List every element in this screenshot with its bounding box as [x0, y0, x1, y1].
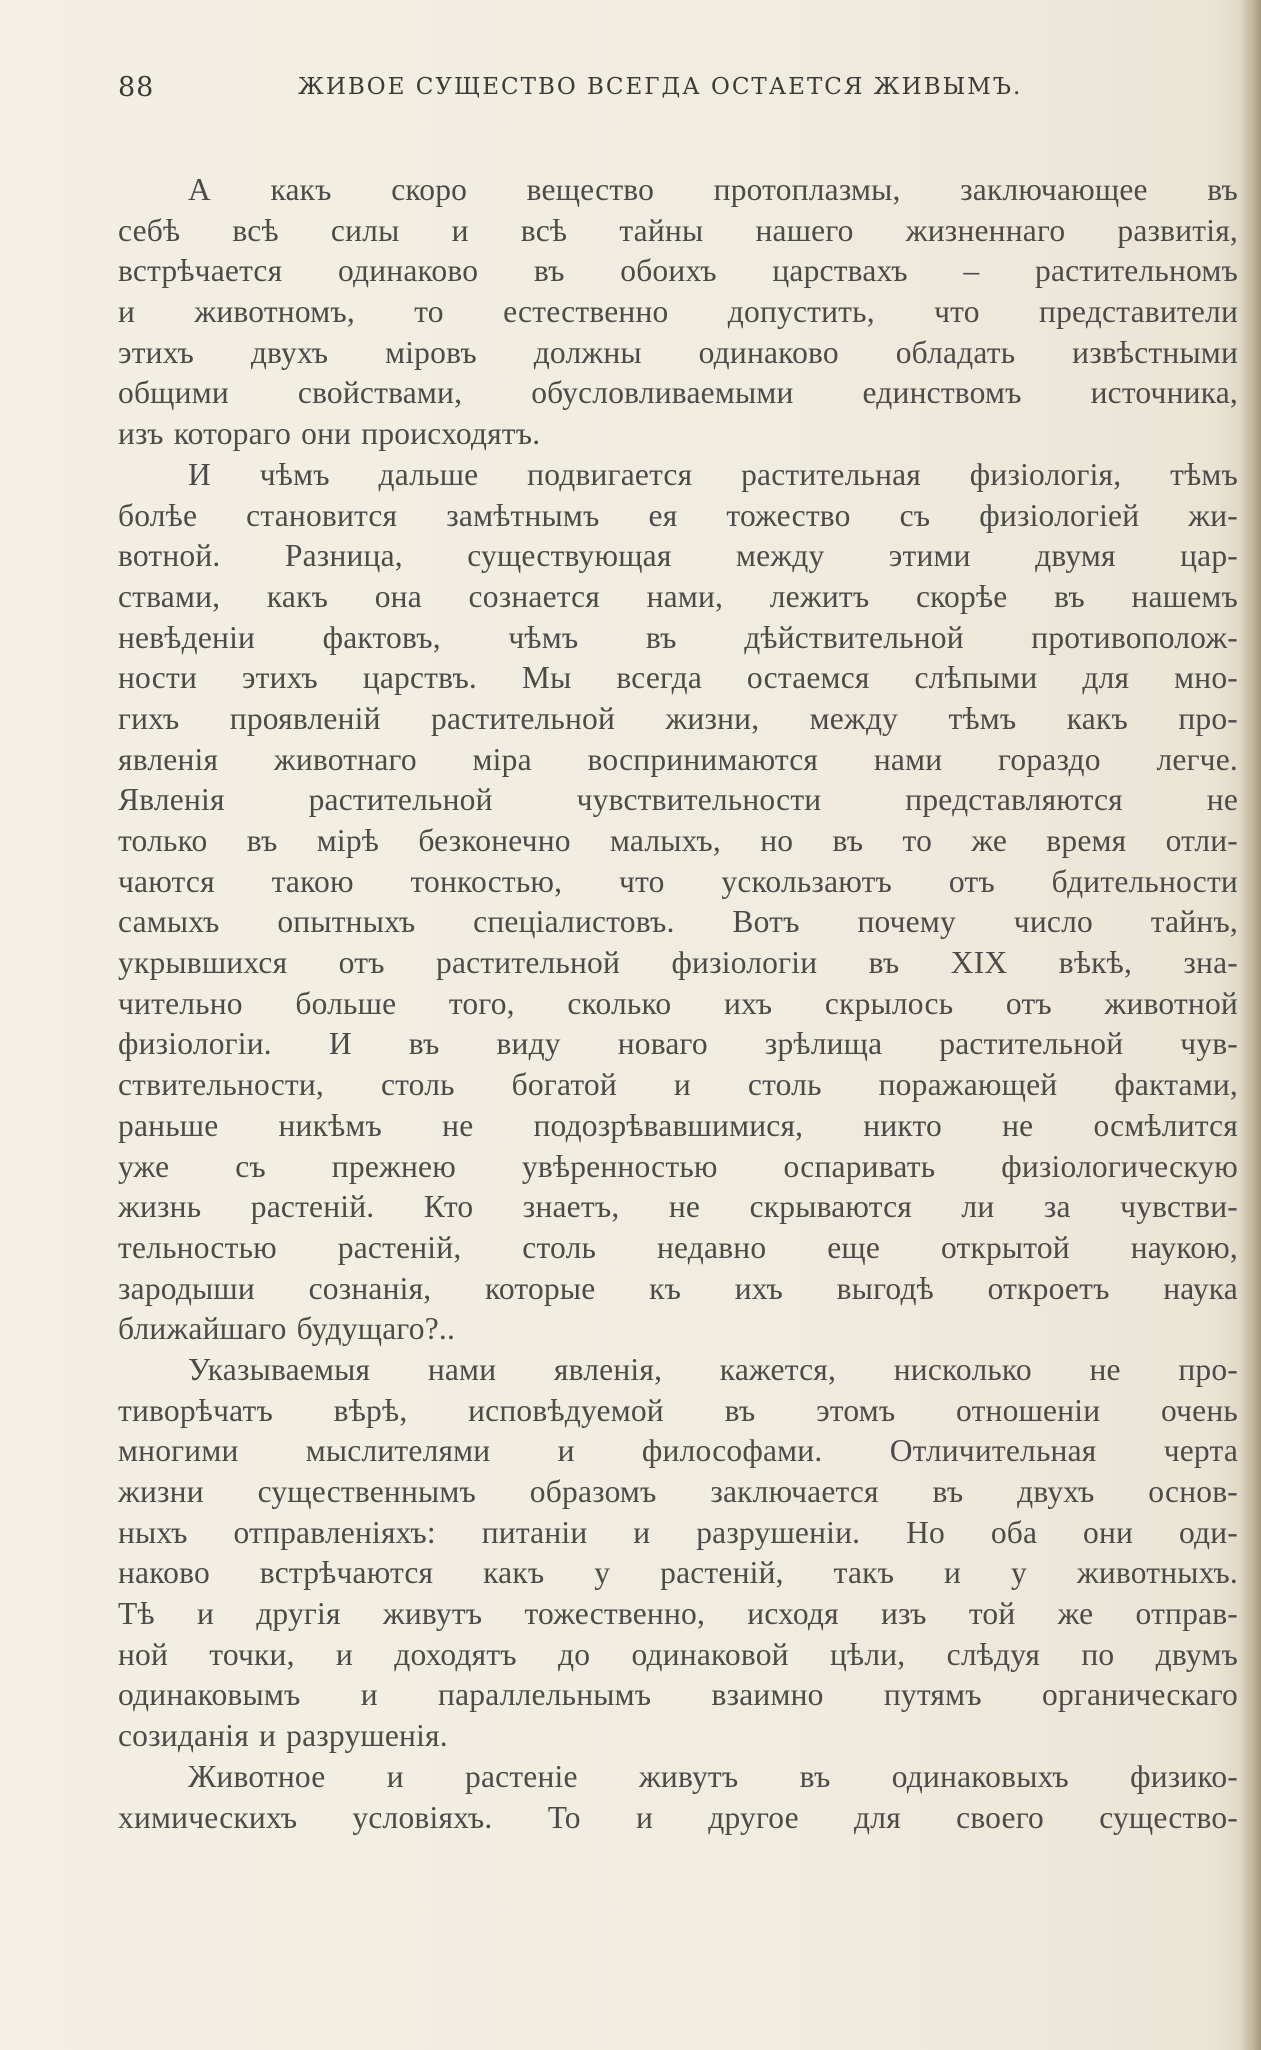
text-line: жизнь растеній. Кто знаетъ, не скрываются ли за чувстви- [118, 1189, 1238, 1225]
text-line: Указываемыя нами явленія, кажется, нисколько не про- [188, 1351, 1238, 1387]
body-text [118, 170, 1238, 1838]
text-line: созиданія и разрушенія. [118, 1718, 448, 1754]
text-line: тельностью растеній, столь недавно еще открытой наукою, [118, 1229, 1238, 1265]
running-title: ЖИВОЕ СУЩЕСТВО ВСЕГДА ОСТАЕТСЯ ЖИВЫМЪ. [298, 74, 1023, 100]
page-number: 88 [118, 72, 155, 103]
text-line: чительно больше того, сколько ихъ скрылось отъ животной [118, 985, 1238, 1021]
text-line: А какъ скоро вещество протоплазмы, заключающее въ [188, 172, 1238, 207]
text-line: зародыши сознанія, которые къ ихъ выгодѣ откроетъ наука [118, 1270, 1238, 1306]
text-line: химическихъ условіяхъ. То и другое для своего существо- [118, 1799, 1238, 1835]
text-line: Тѣ и другія живутъ тожественно, исходя изъ той же отправ- [118, 1596, 1238, 1632]
text-line: встрѣчается одинаково въ обоихъ царствахъ – растительномъ [118, 253, 1238, 289]
page-edge-shadow [1239, 0, 1261, 2050]
text-line: одинаковымъ и параллельнымъ взаимно путямъ органическаго [118, 1677, 1238, 1713]
text-line: и животномъ, то естественно допустить, что представители [118, 294, 1238, 330]
text-line: этихъ двухъ міровъ должны одинаково обладать извѣстными [118, 334, 1238, 370]
text-line: уже съ прежнею увѣренностью оспаривать физіологическую [118, 1148, 1238, 1184]
text-line: вотной. Разница, существующая между этими двумя цар- [118, 538, 1238, 574]
text-line: физіологіи. И въ виду новаго зрѣлища растительной чув- [118, 1026, 1238, 1062]
text-line: общими свойствами, обусловливаемыми единствомъ источника, [118, 375, 1238, 411]
text-line: ствами, какъ она сознается нами, лежитъ скорѣе въ нашемъ [118, 578, 1238, 614]
text-line: только въ мірѣ безконечно малыхъ, но въ то же время отли- [118, 823, 1238, 858]
text-line: ности этихъ царствъ. Мы всегда остаемся слѣпыми для мно- [118, 660, 1238, 696]
text-line: болѣе становится замѣтнымъ ея тожество съ физіологіей жи- [118, 497, 1238, 533]
text-line: жизни существеннымъ образомъ заключается въ двухъ основ- [118, 1474, 1238, 1509]
text-line: Животное и растеніе живутъ въ одинаковыхъ физико- [188, 1758, 1238, 1794]
text-line: ближайшаго будущаго?.. [118, 1311, 456, 1347]
text-line: самыхъ опытныхъ спеціалистовъ. Вотъ почему число тайнъ, [118, 904, 1238, 940]
text-line: тиворѣчатъ вѣрѣ, исповѣдуемой въ этомъ отношеніи очень [118, 1392, 1238, 1428]
text-line: ной точки, и доходятъ до одинаковой цѣли, слѣдуя по двумъ [118, 1636, 1238, 1672]
text-line: гихъ проявленій растительной жизни, между тѣмъ какъ про- [118, 700, 1238, 736]
text-line: укрывшихся отъ растительной физіологіи въ XIX вѣкѣ, зна- [118, 945, 1238, 981]
page-header [118, 72, 1158, 112]
text-line: чаются такою тонкостью, что ускользаютъ отъ бдительности [118, 863, 1238, 899]
text-line: ныхъ отправленіяхъ: питаніи и разрушеніи. Но оба они оди- [118, 1514, 1238, 1550]
text-line: наково встрѣчаются какъ у растеній, такъ и у животныхъ. [118, 1555, 1238, 1591]
text-line: ствительности, столь богатой и столь поражающей фактами, [118, 1067, 1238, 1103]
text-line: И чѣмъ дальше подвигается растительная физіологія, тѣмъ [188, 456, 1238, 492]
text-line: Явленія растительной чувствительности представляются не [118, 782, 1238, 818]
text-line: изъ котораго они происходятъ. [118, 416, 541, 452]
text-line: себѣ всѣ силы и всѣ тайны нашего жизненнаго развитія, [118, 212, 1238, 248]
text-line: многими мыслителями и философами. Отличительная черта [118, 1433, 1238, 1469]
text-line: невѣденіи фактовъ, чѣмъ въ дѣйствительной противополож- [118, 619, 1238, 655]
text-line: раньше никѣмъ не подозрѣвавшимися, никто не осмѣлится [118, 1107, 1238, 1143]
text-line: явленія животнаго міра воспринимаются нами гораздо легче. [118, 741, 1238, 777]
